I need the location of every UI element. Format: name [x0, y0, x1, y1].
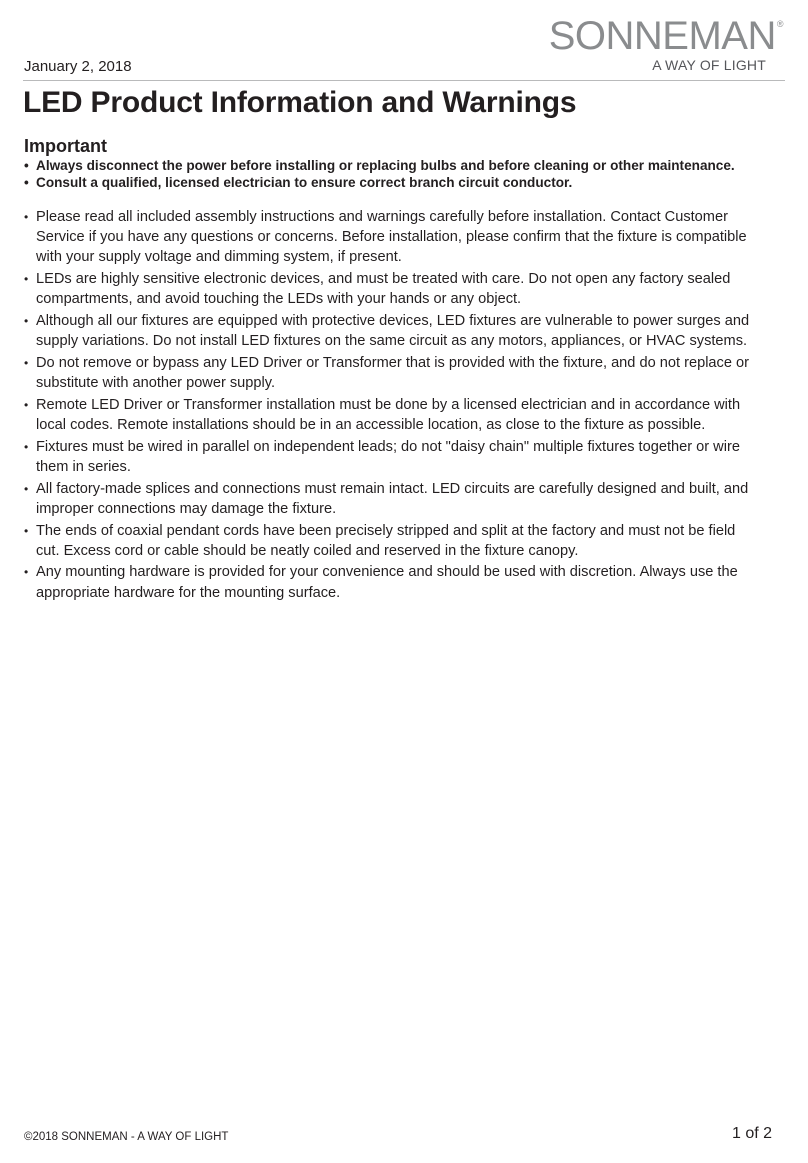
warnings-list — [24, 207, 754, 604]
warning-item: • Please read all included assembly instructions and warnings carefully before installation. Contact Customer Service if you have any questions or concerns. Before installation, please confirm that the fixture is compatible with your supply voltage and dimming system, if present. — [24, 207, 754, 268]
important-item: • Always disconnect the power before installing or replacing bulbs and before cleaning or other maintenance. — [24, 157, 794, 174]
warning-item: • Fixtures must be wired in parallel on independent leads; do not "daisy chain" multiple fixtures together or wire them in series. — [24, 437, 754, 477]
warning-item: • Although all our fixtures are equipped with protective devices, LED fixtures are vulnerable to power surges and supply variations. Do not install LED fixtures on the same circuit as any motors, appliances, or HVAC systems. — [24, 311, 754, 351]
important-heading: Important — [24, 136, 107, 156]
warning-item: • LEDs are highly sensitive electronic devices, and must be treated with care. Do not open any factory sealed compartments, and avoid touching the LEDs with your hands or any object. — [24, 269, 754, 309]
warning-item: • The ends of coaxial pendant cords have been precisely stripped and split at the factory and must not be field cut. Excess cord or cable should be neatly coiled and reserved in the fixture canopy. — [24, 521, 754, 561]
important-list — [24, 157, 794, 191]
registered-mark: ® — [776, 19, 783, 29]
page-number: 1 of 2 — [731, 1125, 772, 1142]
logo-tagline: A WAY OF LIGHT — [652, 57, 766, 73]
important-item: • Consult a qualified, licensed electrician to ensure correct branch circuit conductor. — [24, 174, 794, 191]
important-section — [24, 135, 794, 191]
warning-item: • All factory-made splices and connections must remain intact. LED circuits are carefully designed and built, and improper connections may damage the fixture. — [24, 479, 754, 519]
warning-item: • Do not remove or bypass any LED Driver or Transformer that is provided with the fixture, and do not replace or substitute with another power supply. — [24, 353, 754, 393]
header-divider — [23, 80, 785, 81]
page-title: LED Product Information and Warnings — [23, 86, 577, 119]
footer-copyright: ©2018 SONNEMAN - A WAY OF LIGHT — [24, 1131, 229, 1143]
sonneman-logo — [549, 16, 783, 73]
warning-item: • Remote LED Driver or Transformer installation must be done by a licensed electrician and in accordance with local codes. Remote installations should be in an accessible location, as close to the fixture as possible. — [24, 395, 754, 435]
logo-wordmark — [549, 16, 783, 56]
logo-name-text: SONNEMAN — [548, 14, 776, 58]
document-date: January 2, 2018 — [24, 58, 132, 75]
warning-item: • Any mounting hardware is provided for your convenience and should be used with discretion. Always use the appropriate hardware for the mounting surface. — [24, 562, 754, 602]
